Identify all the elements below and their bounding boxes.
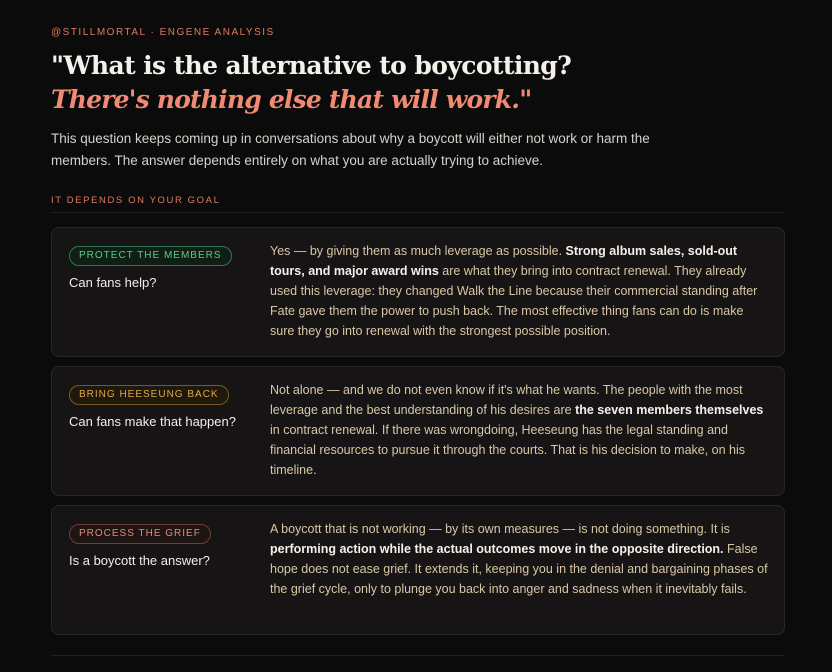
section-label: IT DEPENDS ON YOUR GOAL <box>51 195 221 206</box>
goal-answer <box>270 519 770 599</box>
divider-bottom <box>51 655 785 656</box>
answer-text: A boycott that is not working — by its own measures — is not doing something. It is <box>270 522 730 536</box>
answer-text: Yes — by giving them as much leverage as possible. <box>270 244 566 258</box>
headline-line-2: There's nothing else that will work." <box>51 85 532 114</box>
byline: @STILLMORTAL · ENGENE ANALYSIS <box>51 27 275 38</box>
goal-card-grief <box>51 505 785 635</box>
answer-text: False hope does not ease grief. It extends it, keeping you in the denial and bargaining phases of the grief cycle, only to plunge you back into anger and sadness when it inevitably fails. <box>270 542 768 596</box>
goal-badge: BRING HEESEUNG BACK <box>69 385 229 405</box>
goal-badge: PROCESS THE GRIEF <box>69 524 211 544</box>
divider-top <box>51 212 785 213</box>
answer-text: are what they bring into contract renewal. They already used this leverage: they changed Walk the Line because their commercial standing after Fate gave them the power to push back. The most effective thing fans can do is make sure they go into renewal with the strongest possible position. <box>270 264 758 338</box>
answer-emphasis: the seven members themselves <box>575 403 764 417</box>
answer-emphasis: performing action while the actual outcomes move in the opposite direction. <box>270 542 724 556</box>
goal-question: Can fans make that happen? <box>69 414 236 429</box>
goal-question: Can fans help? <box>69 275 157 290</box>
goal-question: Is a boycott the answer? <box>69 553 210 568</box>
goal-card-protect <box>51 227 785 357</box>
intro-paragraph: This question keeps coming up in conversations about why a boycott will either not work or harm the members. The answer depends entirely on what you are actually trying to achieve. <box>51 131 650 168</box>
goal-card-heeseung <box>51 366 785 496</box>
goal-answer <box>270 241 770 341</box>
answer-text: in contract renewal. If there was wrongdoing, Heeseung has the legal standing and financial resources to pursue it through the courts. That is his decision to make, on his timeline. <box>270 423 746 477</box>
goal-badge: PROTECT THE MEMBERS <box>69 246 232 266</box>
headline-line-1: "What is the alternative to boycotting? <box>51 51 572 80</box>
answer-emphasis: Strong album sales, sold-out tours, and major award wins <box>270 244 738 278</box>
answer-text: Not alone — and we do not even know if it's what he wants. The people with the most leverage and the best understanding of his desires are <box>270 383 743 417</box>
goal-answer <box>270 380 770 480</box>
